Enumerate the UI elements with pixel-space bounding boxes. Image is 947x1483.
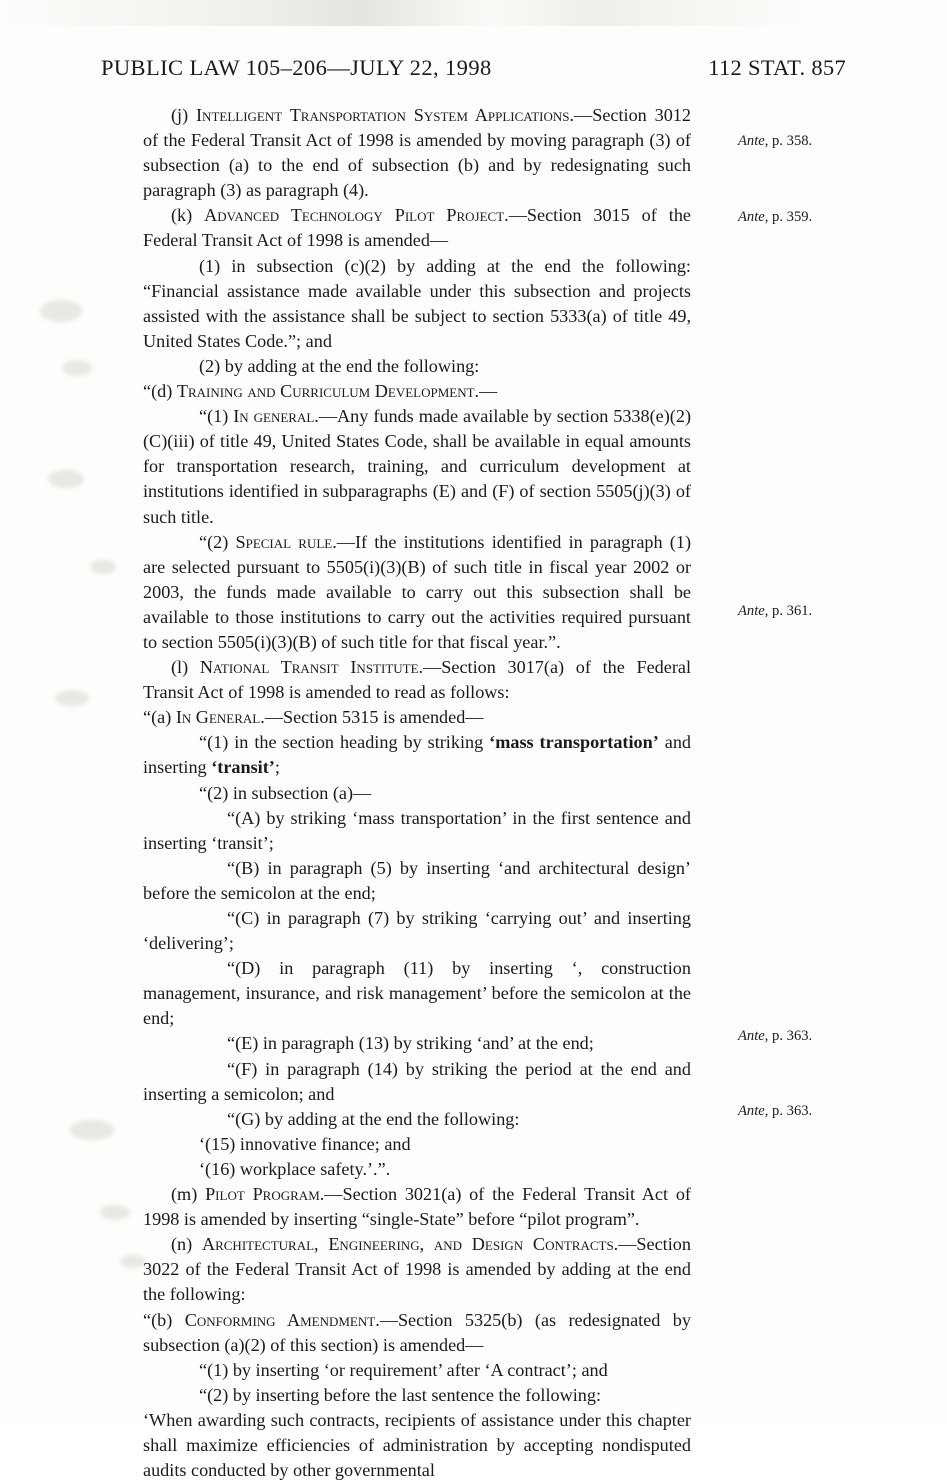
paragraph: (m) Pilot Program.—Section 3021(a) of the Federal Transit Act of 1998 is amended by inserting “single-State” before “pilot program”. xyxy=(143,1184,691,1230)
paragraph: ‘(16) workplace safety.’.”. xyxy=(199,1158,391,1179)
paragraph: “(d) Training and Curriculum Development.— xyxy=(143,381,498,402)
paragraph: (2) by adding at the end the following: xyxy=(199,355,480,376)
margin-note: Ante, p. 361. xyxy=(738,603,813,619)
paragraph: ‘(15) innovative finance; and xyxy=(199,1133,411,1154)
scan-blotch xyxy=(100,1205,130,1220)
paragraph: “(2) in subsection (a)— xyxy=(199,782,372,803)
margin-note: Ante, p. 363. xyxy=(738,1103,813,1119)
scan-blotch xyxy=(90,560,116,574)
paragraph: “(B) in paragraph (5) by inserting ‘and architectural design’ before the semicolon at the end; xyxy=(143,857,691,903)
running-head xyxy=(0,55,947,81)
margin-note: Ante, p. 358. xyxy=(738,133,813,149)
paragraph: “(F) in paragraph (14) by striking the period at the end and inserting a semicolon; and xyxy=(143,1058,691,1104)
paragraph: “(D) in paragraph (11) by inserting ‘, construction management, insurance, and risk management’ before the semicolon at the end; xyxy=(143,958,691,1029)
paragraph: “(E) in paragraph (13) by striking ‘and’ at the end; xyxy=(227,1033,594,1054)
paragraph: (1) in subsection (c)(2) by adding at the end the following: “Financial assistance made available under this subsection and projects assisted with the assistance shall be subject to section 5333(a) of title 49, United States Code.”; and xyxy=(143,255,691,351)
paragraph: “(2) Special rule.—If the institutions identified in paragraph (1) are selected pursuant to 5505(i)(3)(B) of such title in fiscal year 2002 or 2003, the funds made available to carry out this subsection shall be available to those institutions to carry out the activities required pursuant to section 5505(i)(3)(B) of such title for that fiscal year.”. xyxy=(143,531,692,652)
paragraph: “(b) Conforming Amendment.—Section 5325(b) (as redesignated by subsection (a)(2) of this section) is amended— xyxy=(143,1309,691,1355)
scan-blotch xyxy=(70,1120,114,1140)
scan-blotch xyxy=(62,360,92,376)
paragraph: “(a) In General.—Section 5315 is amended— xyxy=(143,707,484,728)
paragraph: “(C) in paragraph (7) by striking ‘carrying out’ and inserting ‘delivering’; xyxy=(143,908,691,954)
paragraph: ‘When awarding such contracts, recipients of assistance under this chapter shall maximize efficiencies of administration by accepting nondisputed audits conducted by other governmental xyxy=(143,1409,691,1481)
paragraph: (l) National Transit Institute.—Section 3017(a) of the Federal Transit Act of 1998 is amended to read as follows: xyxy=(143,657,691,703)
statute-page-number: 112 STAT. 857 xyxy=(708,55,846,80)
paragraph: “(2) by inserting before the last sentence the following: xyxy=(199,1384,602,1405)
paragraph: (k) Advanced Technology Pilot Project.—Section 3015 of the Federal Transit Act of 1998 is amended— xyxy=(143,205,691,251)
margin-note: Ante, p. 363. xyxy=(738,1028,813,1044)
paragraph: “(G) by adding at the end the following: xyxy=(227,1108,520,1129)
paragraph: “(1) by inserting ‘or requirement’ after ‘A contract’; and xyxy=(199,1359,608,1380)
scan-blotch xyxy=(55,690,89,706)
paragraph: “(1) in the section heading by striking ‘mass transportation’ and inserting ‘transit’; xyxy=(143,732,692,778)
paragraph: “(1) In general.—Any funds made available by section 5338(e)(2)(C)(iii) of title 49, United States Code, shall be available in equal amounts for transportation research, training, and curriculum development at institutions identified in subparagraphs (E) and (F) of section 5505(j)(3) of such title. xyxy=(143,406,692,527)
margin-note: Ante, p. 359. xyxy=(738,209,813,225)
paragraph: “(A) by striking ‘mass transportation’ in the first sentence and inserting ‘transit’; xyxy=(143,807,691,853)
paragraph: (n) Architectural, Engineering, and Design Contracts.—Section 3022 of the Federal Transit Act of 1998 is amended by adding at the end the following: xyxy=(143,1234,691,1305)
scan-artifact-band xyxy=(0,0,947,26)
scan-blotch xyxy=(40,300,82,322)
paragraph: (j) Intelligent Transportation System Applications.—Section 3012 of the Federal Transit Act of 1998 is amended by moving paragraph (3) of subsection (a) to the end of subsection (b) and by redesignating such paragraph (3) as paragraph (4). xyxy=(143,105,691,201)
page-title: PUBLIC LAW 105–206—JULY 22, 1998 xyxy=(101,55,492,80)
body-text-column xyxy=(143,103,691,1483)
scan-blotch xyxy=(48,470,84,488)
